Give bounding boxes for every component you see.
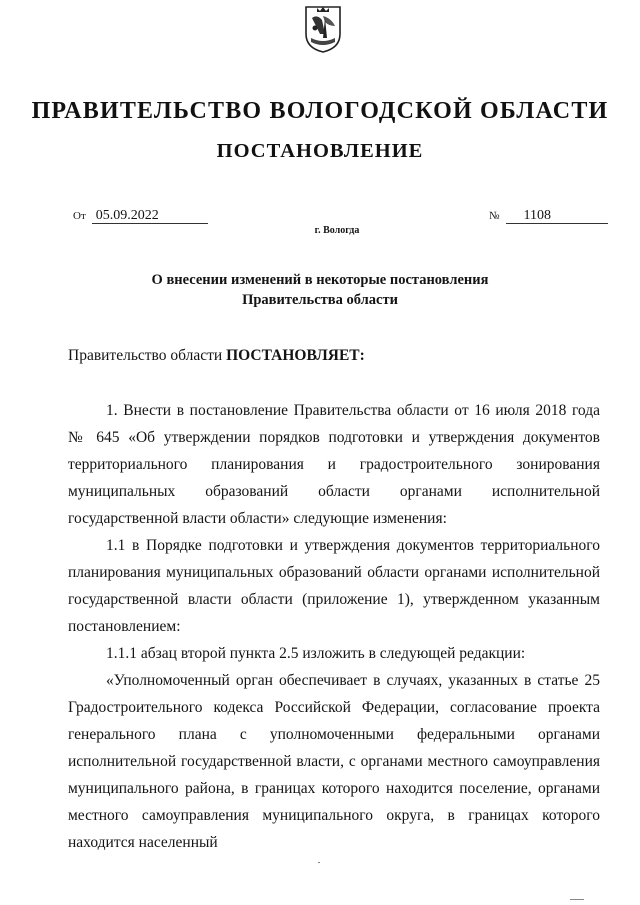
document-subject <box>120 270 520 310</box>
document-type: ПОСТАНОВЛЕНИЕ <box>216 140 424 162</box>
coat-of-arms-icon <box>303 4 343 54</box>
document-number: 1108 <box>506 208 608 224</box>
paragraph-3: 1.1.1 абзац второй пункта 2.5 изложить в следующей редакции: <box>106 645 526 662</box>
date-prefix: От <box>73 210 86 222</box>
city: г. Вологда <box>314 225 360 236</box>
organization-title: ПРАВИТЕЛЬСТВО ВОЛОГОДСКОЙ ОБЛАСТИ <box>31 98 609 124</box>
number-block <box>489 208 608 224</box>
decree-keyword: ПОСТАНОВЛЯЕТ: <box>226 347 365 364</box>
paragraph-2: 1.1 в Порядке подготовки и утверждения документов территориального планирования муниципальных образований области органами исполнительной государственной власти области (приложение 1), утвержденном указанным постановлением: <box>68 537 600 635</box>
body-text <box>68 397 600 856</box>
scan-speck <box>570 899 584 900</box>
number-prefix: № <box>489 210 500 222</box>
subject-line-1: О внесении изменений в некоторые постановления <box>151 272 489 288</box>
subject-line-2: Правительства области <box>242 292 398 308</box>
scan-speck <box>318 862 320 863</box>
paragraph-1: 1. Внести в постановление Правительства области от 16 июля 2018 года № 645 «Об утверждении порядков подготовки и утверждения документов территориального планирования и градостроительного зонирования муниципальных образований области органами исполнительной государственной власти области» следующие изменения: <box>68 402 600 527</box>
document-date: 05.09.2022 <box>92 208 208 224</box>
paragraph-4: «Уполномоченный орган обеспечивает в случаях, указанных в статье 25 Градостроительного кодекса Российской Федерации, согласование проекта генерального плана с уполномоченными федеральными органами исполнительной государственной власти, с органами местного самоуправления муниципального района, в границах которого находится поселение, органами местного самоуправления муниципального округа, в границах которого находится населенный <box>68 672 600 851</box>
decree-statement <box>68 347 365 365</box>
decree-prefix: Правительство области <box>68 347 223 364</box>
date-block <box>73 208 208 224</box>
